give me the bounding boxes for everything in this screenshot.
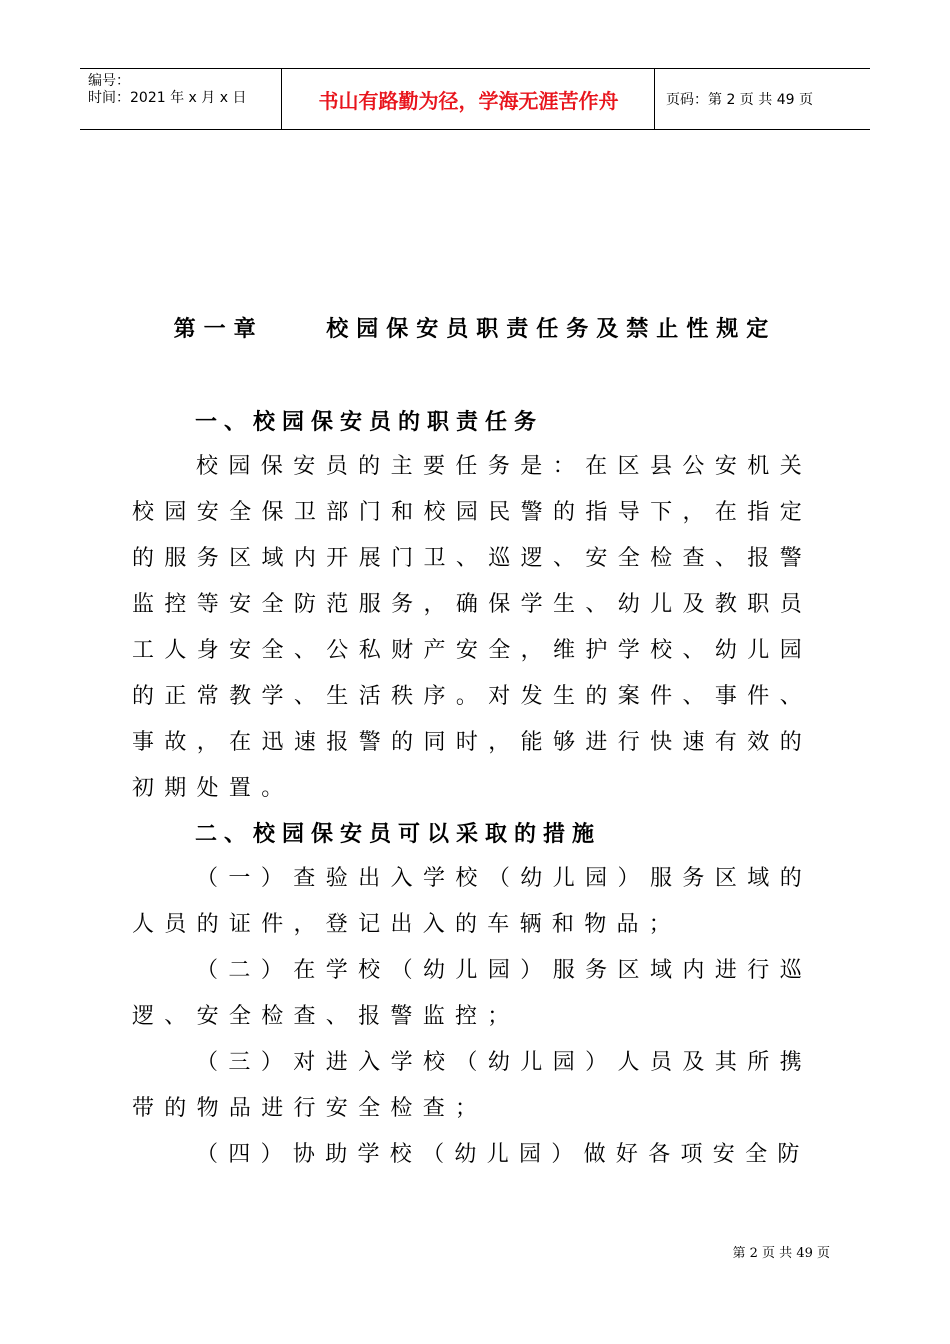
page-footer: 第 2 页 共 49 页: [732, 1246, 830, 1261]
section-2-item-4: （四）协助学校（幼儿园）做好各项安全防: [196, 1142, 810, 1167]
section-2-item-3: （三）对进入学校（幼儿园）人员及其所携带的物品进行安全检查；: [132, 1050, 812, 1121]
header-page-label: 页码：第 2 页 共 49 页: [666, 92, 813, 108]
header-time-label: 时间：2021 年 x 月 x 日: [88, 90, 247, 106]
section-2-item-1: （一）查验出入学校（幼儿园）服务区域的人员的证件，登记出入的车辆和物品；: [132, 866, 812, 937]
header-divider-right: [654, 69, 655, 129]
chapter-title: 第一章 校园保安员职责任务及禁止性规定: [173, 317, 777, 342]
section-2-item-2: （二）在学校（幼儿园）服务区域内进行巡逻、安全检查、报警监控；: [132, 958, 812, 1029]
section-heading-1: 一、校园保安员的职责任务: [195, 410, 544, 435]
header-meta: [88, 73, 246, 107]
header-motto: 书山有路勤为径，学海无涯苦作舟: [318, 88, 619, 113]
section-heading-2: 二、校园保安员可以采取的措施: [195, 822, 602, 847]
section-1-paragraph-1: 校园保安员的主要任务是：在区县公安机关校园安全保卫部门和校园民警的指导下，在指定的服务区域内开展门卫、巡逻、安全检查、报警监控等安全防范服务，确保学生、幼儿及教职员工人身安全、公私财产安全，维护学校、幼儿园的正常教学、生活秩序。对发生的案件、事件、事故，在迅速报警的同时，能够进行快速有效的初期处置。: [132, 454, 812, 801]
header-number-label: 编号：: [88, 73, 130, 89]
document-header: [80, 68, 870, 130]
